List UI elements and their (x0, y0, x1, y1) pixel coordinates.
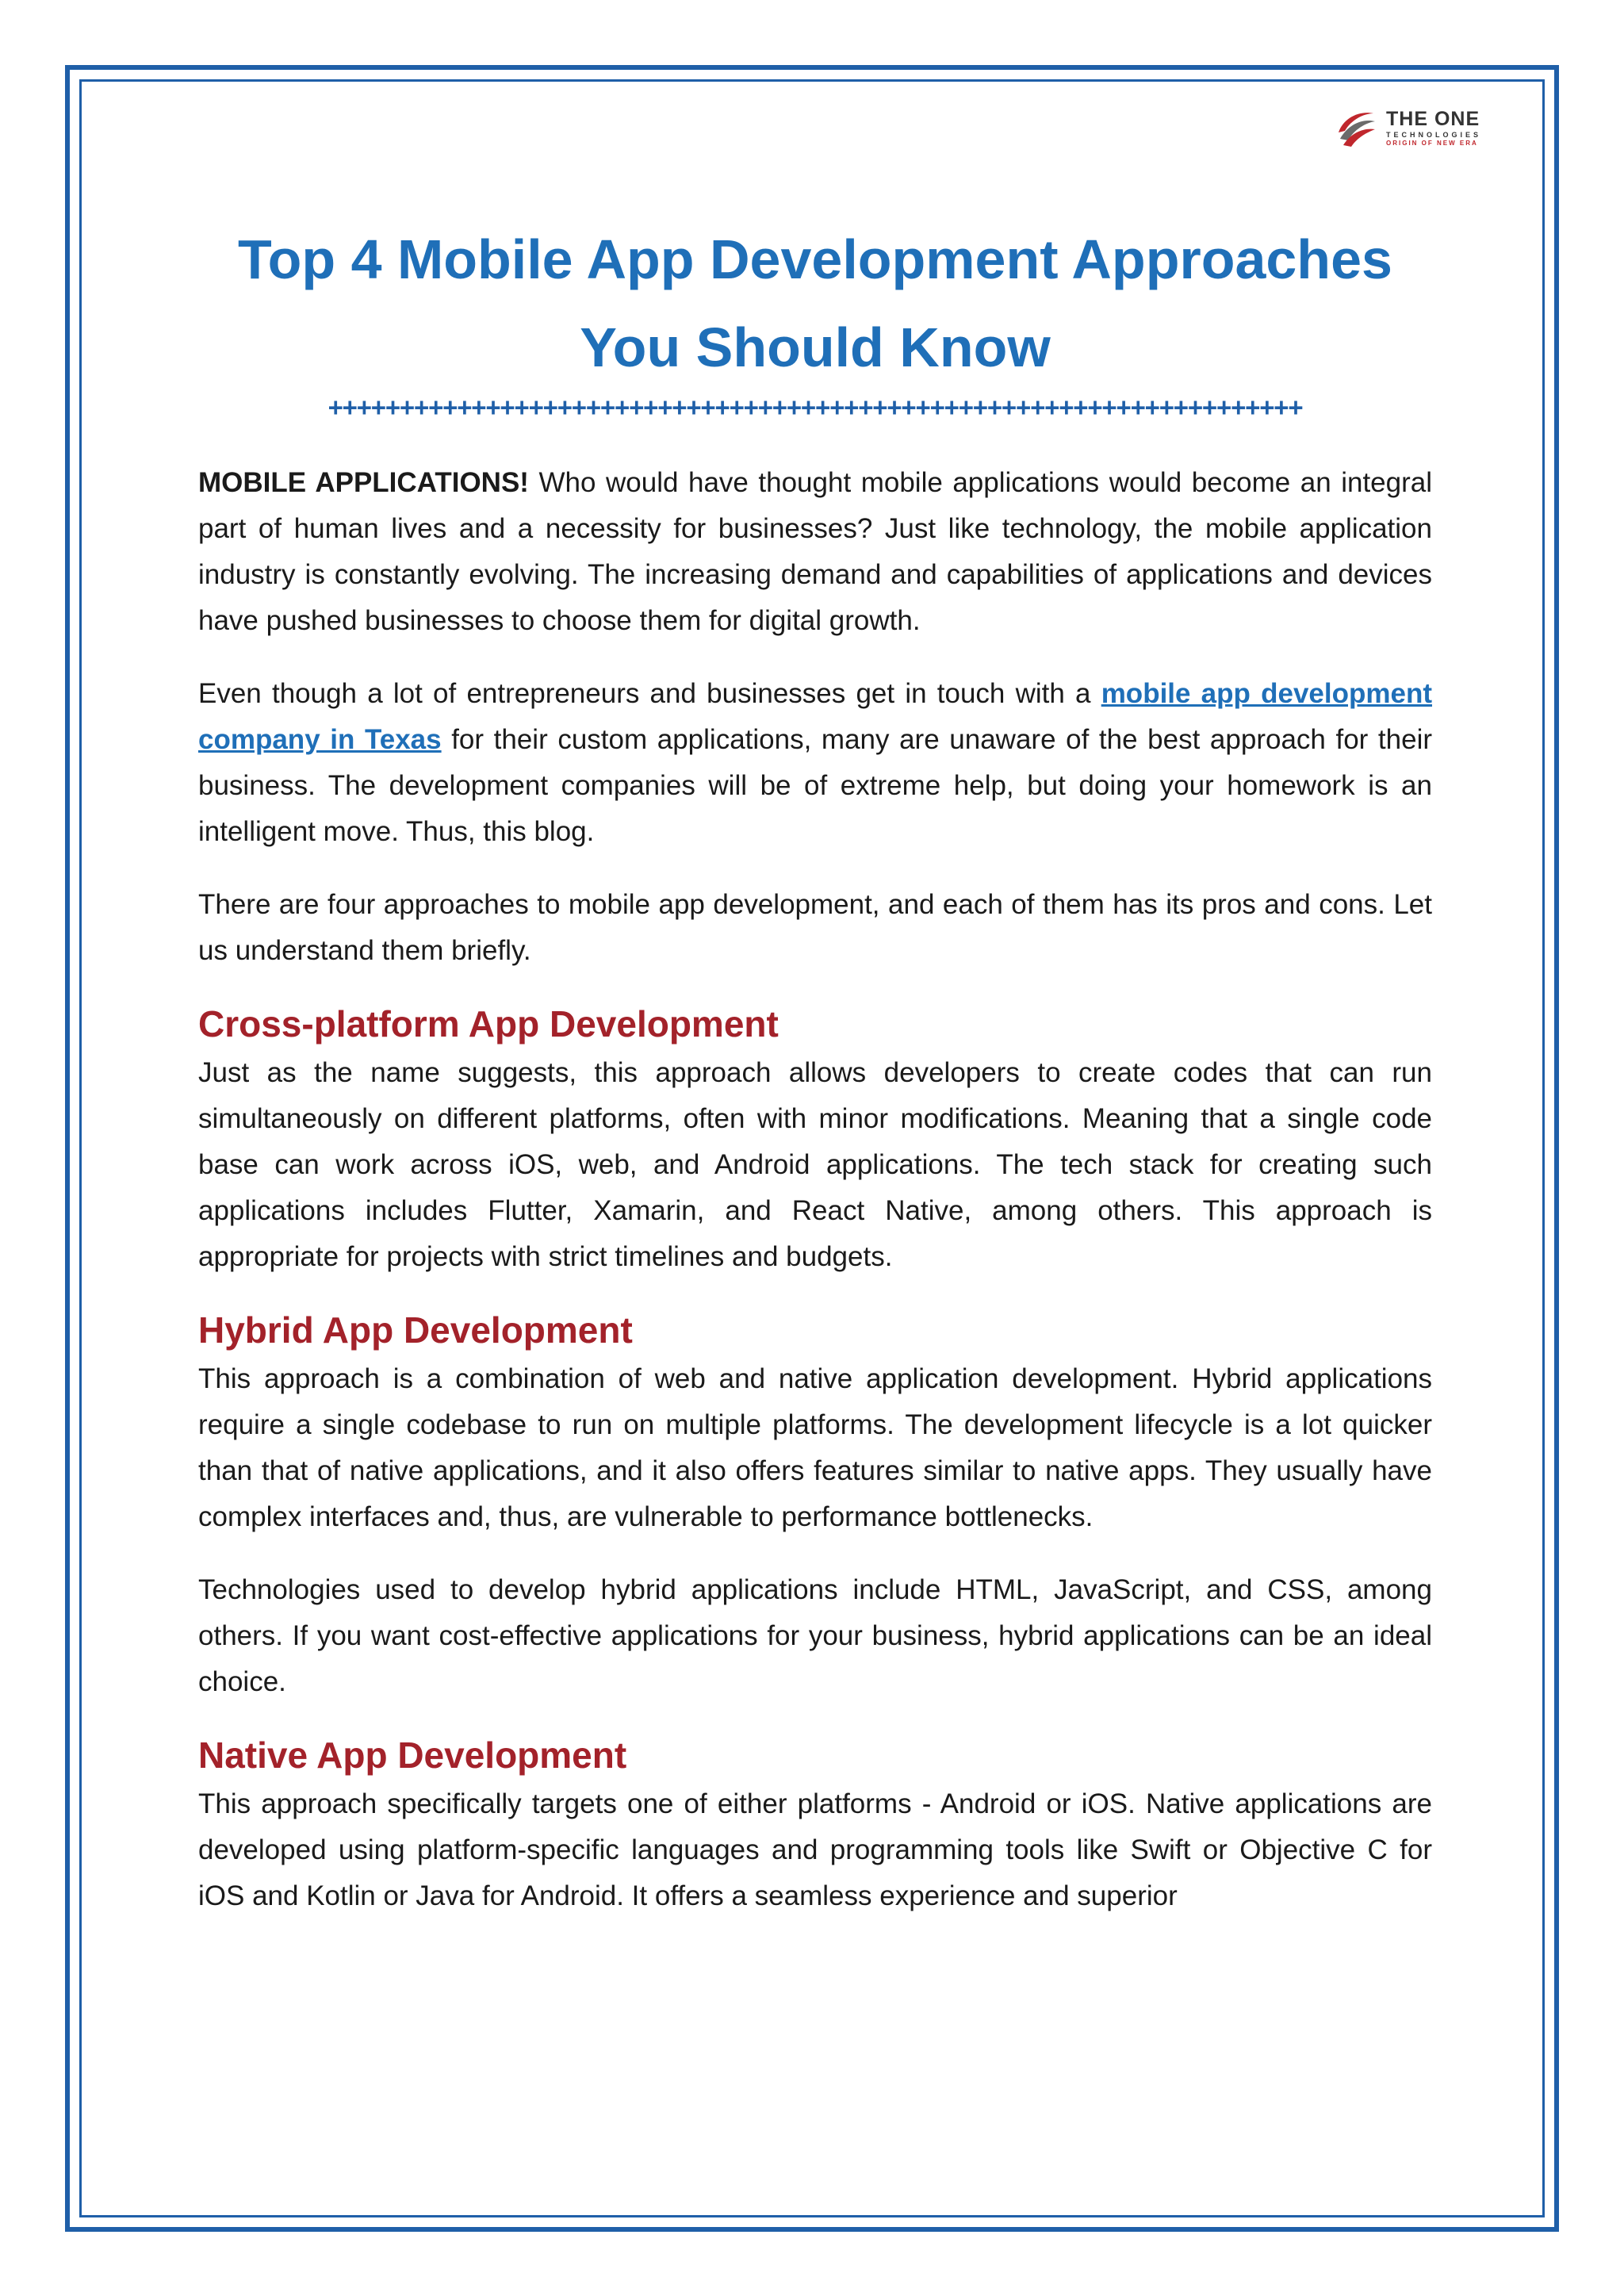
company-paragraph (198, 671, 1432, 855)
document-body (198, 216, 1432, 1919)
section-heading-hybrid: Hybrid App Development (198, 1309, 633, 1351)
logo-subtitle: TECHNOLOGIES (1386, 130, 1482, 139)
texas-company-link[interactable]: mobile app development company in Texas (198, 678, 1432, 755)
logo-swirl-icon (1332, 104, 1380, 151)
hybrid-paragraph-1: This approach is a combination of web and native application development. Hybrid applications require a single codebase to run on multiple platforms. The development lifecycle is a lot quicker than that of native applications, and it also offers features similar to native apps. They usually have complex interfaces and, thus, are vulnerable to performance bottlenecks. (198, 1363, 1432, 1532)
company-paragraph-end: for their custom applications, many are unaware of the best approach for their business. The development companies will be of extreme help, but doing your homework is an intelligent move. Thus, this blog. (198, 724, 1432, 847)
cross-platform-paragraph: Just as the name suggests, this approach allows developers to create codes that can run simultaneously on different platforms, often with minor modifications. Meaning that a single code base can work across iOS, web, and Android applications. The tech stack for creating such applications includes Flutter, Xamarin, and React Native, among others. This approach is appropriate for projects with strict timelines and budgets. (198, 1057, 1432, 1272)
hybrid-paragraph-2: Technologies used to develop hybrid applications include HTML, JavaScript, and CSS, among others. If you want cost-effective applications for your business, hybrid applications can be an ideal choice. (198, 1574, 1432, 1697)
native-paragraph: This approach specifically targets one of either platforms - Android or iOS. Native applications are developed using platform-specific languages and programming tools like Swift or Objective C for iOS and Kotlin or Java for Android. It offers a seamless experience and superior (198, 1788, 1432, 1911)
section-heading-cross-platform: Cross-platform App Development (198, 1003, 779, 1045)
intro-text: Who would have thought mobile applications would become an integral part of human lives and a necessity for businesses? Just like technology, the mobile application industry is constantly evolving. The increasing demand and capabilities of applications and devices have pushed businesses to choose them for digital growth. (198, 467, 1432, 636)
logo-name: THE ONE (1386, 107, 1480, 130)
company-logo (1332, 102, 1522, 154)
title-line-2: You Should Know (580, 316, 1051, 378)
page-title (198, 216, 1432, 392)
section-heading-native: Native App Development (198, 1734, 627, 1776)
company-paragraph-start: Even though a lot of entrepreneurs and businesses get in touch with a (198, 678, 1101, 709)
title-separator: ++++++++++++++++++++++++++++++++++++++++++++++++++++++++++++++++++++ (327, 393, 1303, 422)
logo-tagline: ORIGIN OF NEW ERA (1386, 139, 1478, 147)
intro-paragraph (198, 460, 1432, 644)
intro-lead: MOBILE APPLICATIONS! (198, 467, 529, 498)
approaches-paragraph: There are four approaches to mobile app development, and each of them has its pros and cons. Let us understand them briefly. (198, 889, 1432, 966)
title-line-1: Top 4 Mobile App Development Approaches (238, 228, 1392, 290)
